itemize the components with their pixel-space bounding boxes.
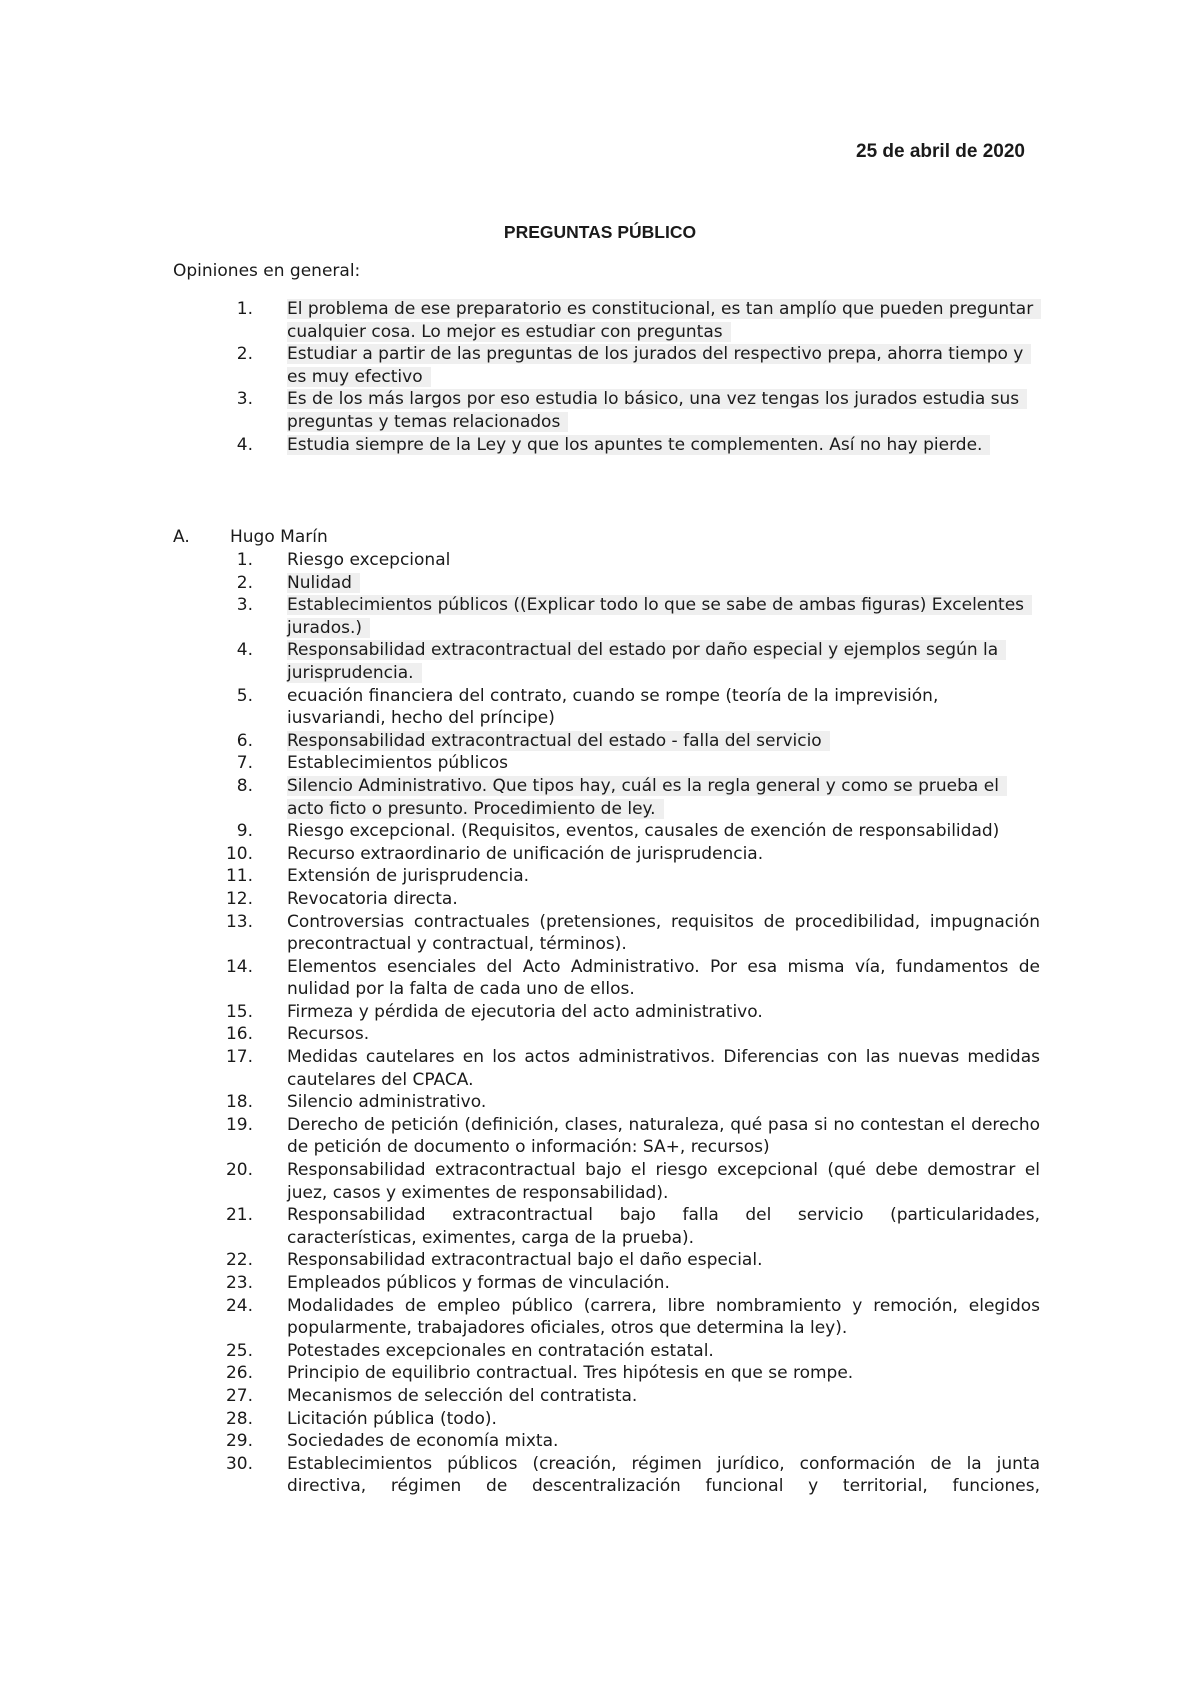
list-text: Empleados públicos y formas de vinculación. — [287, 1273, 670, 1293]
list-number: 28. — [225, 1408, 253, 1429]
list-text: Potestades excepcionales en contratación estatal. — [287, 1340, 714, 1361]
document-title: PREGUNTAS PÚBLICO — [503, 222, 697, 242]
list-item — [0, 1046, 1200, 1091]
list-text: Establecimientos públicos (creación, régimen jurídico, conformación de la junta directiva, régimen de descentralización funcional y territorial, funciones, — [287, 1453, 1040, 1497]
list-number: 12. — [225, 888, 253, 909]
list-number: 9. — [236, 821, 253, 842]
list-item — [0, 549, 1200, 572]
list-item — [0, 1408, 1200, 1431]
list-number: 8. — [236, 775, 253, 796]
list-number: 18. — [225, 1092, 253, 1113]
list-number: 21. — [225, 1205, 253, 1226]
list-item — [0, 298, 1200, 343]
list-item — [0, 843, 1200, 866]
list-item — [0, 1430, 1200, 1453]
list-number: 3. — [236, 595, 253, 616]
list-text: Mecanismos de selección del contratista. — [287, 1385, 638, 1406]
list-item — [0, 1295, 1200, 1340]
list-text: Controversias contractuales (pretensiones, requisitos de procedibilidad, impugnación precontractual y contractual, términos). — [287, 911, 1040, 955]
section-heading — [173, 526, 573, 549]
section-letter: A. — [173, 527, 190, 547]
opinions-list — [0, 298, 1200, 456]
list-number: 2. — [236, 344, 253, 365]
list-item — [0, 956, 1200, 1001]
list-item — [0, 820, 1200, 843]
list-number: 11. — [225, 866, 253, 887]
list-item — [0, 1114, 1200, 1159]
list-item — [0, 434, 1200, 457]
list-item — [0, 911, 1200, 956]
list-number: 20. — [225, 1160, 253, 1181]
list-item — [0, 1453, 1200, 1498]
list-number: 2. — [236, 572, 253, 593]
list-item — [0, 1023, 1200, 1046]
list-text: Derecho de petición (definición, clases, naturaleza, qué pasa si no contestan el derecho de petición de documento o información: SA+, recursos) — [287, 1114, 1040, 1158]
list-text: El problema de ese preparatorio es constitucional, es tan amplío que pueden preguntar cualquier cosa. Lo mejor es estudiar con preguntas — [287, 299, 1041, 342]
list-text: ecuación financiera del contrato, cuando se rompe (teoría de la imprevisión, iusvariandi, hecho del príncipe) — [287, 685, 939, 729]
list-text: Modalidades de empleo público (carrera, libre nombramiento y remoción, elegidos popularmente, trabajadores oficiales, otros que determina la ley). — [287, 1295, 1040, 1339]
list-number: 23. — [225, 1273, 253, 1293]
list-item — [0, 1249, 1200, 1272]
list-number: 24. — [225, 1295, 253, 1316]
list-item — [0, 752, 1200, 775]
list-number: 4. — [236, 640, 253, 661]
list-text: Licitación pública (todo). — [287, 1408, 497, 1429]
list-text: Riesgo excepcional. (Requisitos, eventos, causales de exención de responsabilidad) — [287, 821, 1000, 842]
intro-heading: Opiniones en general: — [173, 261, 361, 281]
list-number: 16. — [225, 1024, 253, 1045]
list-item — [0, 865, 1200, 888]
list-number: 10. — [225, 843, 253, 864]
list-text: Recursos. — [287, 1024, 370, 1045]
list-number: 4. — [236, 434, 253, 455]
list-item — [0, 594, 1200, 639]
list-text: Silencio administrativo. — [287, 1092, 487, 1113]
list-text: Principio de equilibrio contractual. Tres hipótesis en que se rompe. — [287, 1363, 854, 1384]
questions-list — [0, 549, 1200, 1498]
list-text: Extensión de jurisprudencia. — [287, 866, 530, 887]
list-text: Responsabilidad extracontractual bajo falla del servicio (particularidades, características, eximentes, carga de la prueba). — [287, 1205, 1040, 1248]
list-number: 17. — [225, 1047, 253, 1068]
list-item — [0, 1159, 1200, 1204]
list-item — [0, 1001, 1200, 1024]
list-item — [0, 775, 1200, 820]
list-item — [0, 1091, 1200, 1114]
list-text: Elementos esenciales del Acto Administrativo. Por esa misma vía, fundamentos de nulidad por la falta de cada uno de ellos. — [287, 956, 1040, 1000]
list-text: Nulidad — [287, 573, 360, 593]
list-number: 19. — [225, 1114, 253, 1135]
list-number: 22. — [225, 1250, 253, 1271]
list-number: 30. — [225, 1453, 253, 1474]
list-number: 1. — [236, 550, 253, 570]
list-text: Estudia siempre de la Ley y que los apuntes te complementen. Así no hay pierde. — [287, 435, 990, 455]
list-item — [0, 1272, 1200, 1295]
list-text: Responsabilidad extracontractual bajo el daño especial. — [287, 1250, 763, 1271]
list-text: Responsabilidad extracontractual del estado por daño especial y ejemplos según la jurisprudencia. — [287, 640, 1006, 683]
section-name: Hugo Marín — [230, 527, 328, 547]
list-item — [0, 388, 1200, 433]
list-item — [0, 1385, 1200, 1408]
list-number: 25. — [225, 1340, 253, 1361]
list-item — [0, 1204, 1200, 1249]
list-number: 5. — [236, 685, 253, 706]
document-date: 25 de abril de 2020 — [856, 141, 1025, 162]
list-number: 29. — [225, 1431, 253, 1452]
list-text: Establecimientos públicos ((Explicar todo lo que se sabe de ambas figuras) Excelentes jurados.) — [287, 595, 1032, 638]
list-item — [0, 888, 1200, 911]
list-item — [0, 730, 1200, 753]
list-text: Firmeza y pérdida de ejecutoria del acto administrativo. — [287, 1001, 763, 1022]
list-text: Establecimientos públicos — [287, 753, 508, 774]
list-number: 15. — [225, 1001, 253, 1022]
list-text: Silencio Administrativo. Que tipos hay, cuál es la regla general y como se prueba el acto ficto o presunto. Procedimiento de ley. — [287, 776, 1007, 819]
list-number: 13. — [225, 911, 253, 932]
list-text: Riesgo excepcional — [287, 550, 451, 570]
list-item — [0, 572, 1200, 595]
list-text: Responsabilidad extracontractual bajo el riesgo excepcional (qué debe demostrar el juez, casos y eximentes de responsabilidad). — [287, 1160, 1040, 1203]
list-text: Es de los más largos por eso estudia lo básico, una vez tengas los jurados estudia sus preguntas y temas relacionados — [287, 389, 1027, 432]
list-text: Recurso extraordinario de unificación de jurisprudencia. — [287, 843, 764, 864]
list-item — [0, 343, 1200, 388]
list-number: 27. — [225, 1385, 253, 1406]
list-item — [0, 1340, 1200, 1363]
list-item — [0, 639, 1200, 684]
list-text: Estudiar a partir de las preguntas de los jurados del respectivo prepa, ahorra tiempo y es muy efectivo — [287, 344, 1031, 387]
list-number: 3. — [236, 389, 253, 410]
list-number: 14. — [225, 956, 253, 977]
list-text: Sociedades de economía mixta. — [287, 1431, 559, 1452]
list-text: Responsabilidad extracontractual del estado - falla del servicio — [287, 731, 830, 751]
list-number: 26. — [225, 1363, 253, 1384]
list-number: 7. — [236, 753, 253, 774]
list-item — [0, 685, 1200, 730]
list-text: Medidas cautelares en los actos administrativos. Diferencias con las nuevas medidas cautelares del CPACA. — [287, 1047, 1040, 1090]
list-number: 6. — [236, 730, 253, 751]
list-number: 1. — [236, 299, 253, 319]
list-text: Revocatoria directa. — [287, 888, 458, 909]
list-item — [0, 1362, 1200, 1385]
